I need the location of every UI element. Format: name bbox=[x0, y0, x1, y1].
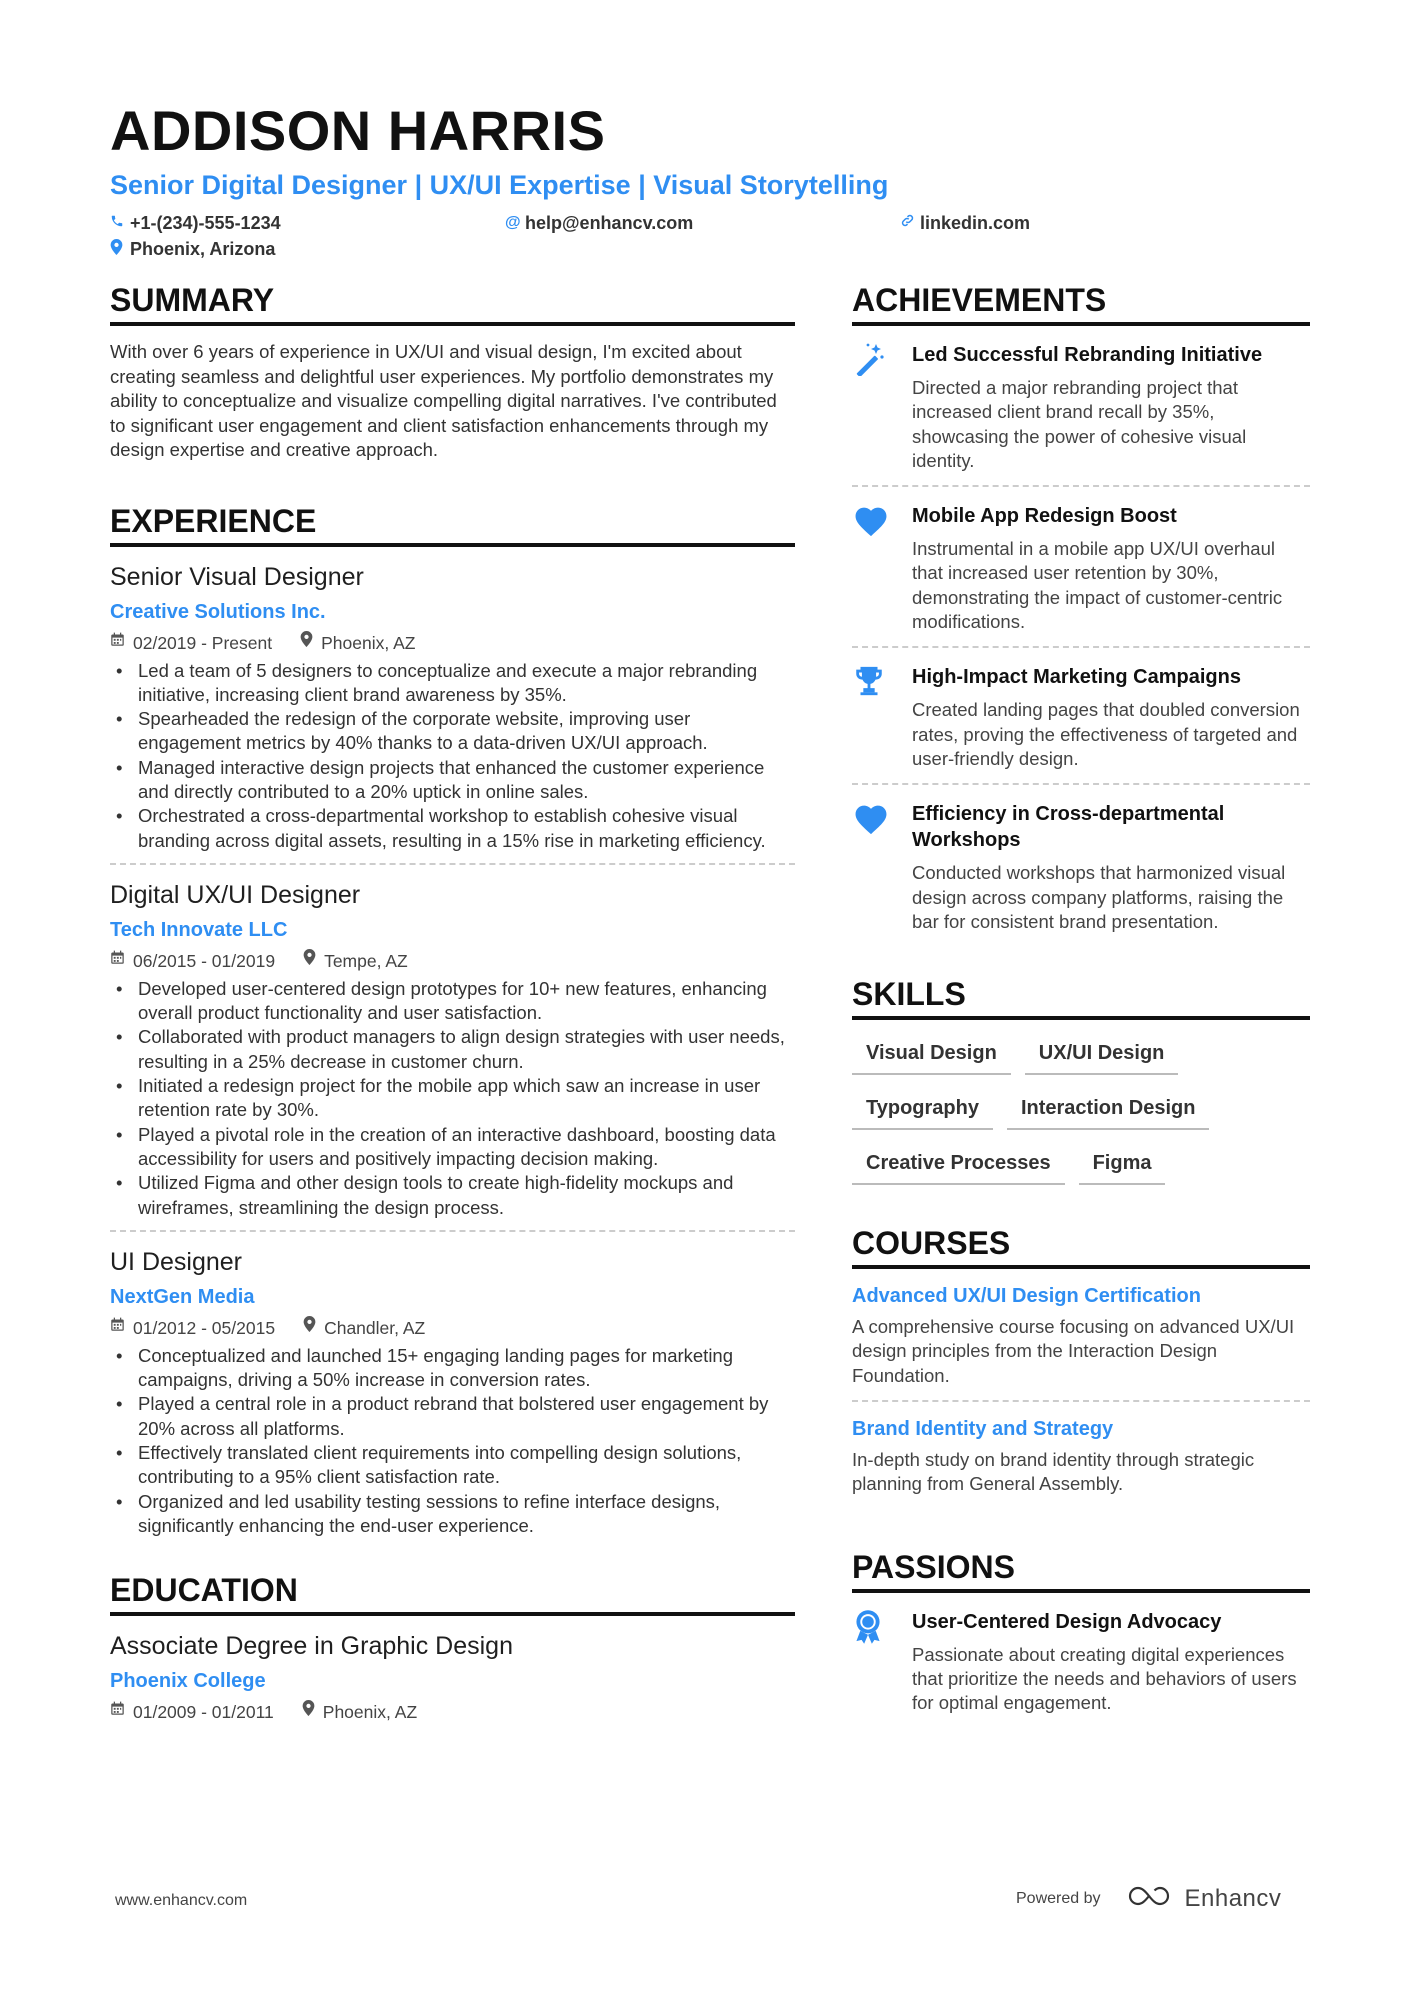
experience-entry bbox=[110, 879, 795, 1232]
entry-divider bbox=[110, 863, 795, 865]
summary-heading: SUMMARY bbox=[110, 280, 795, 326]
footer-website[interactable]: www.enhancv.com bbox=[115, 1892, 248, 1909]
job-title: Digital UX/UI Designer bbox=[110, 880, 361, 909]
achievement-title: High-Impact Marketing Campaigns bbox=[912, 666, 1241, 689]
resume-header bbox=[110, 100, 1310, 262]
job-bullet: • Utilized Figma and other design tools to create high-fidelity mockups and wireframes, streamlining the design process. bbox=[110, 1171, 795, 1220]
award-badge-icon bbox=[852, 1609, 912, 1716]
job-dates-text: 06/2015 - 01/2019 bbox=[133, 950, 276, 971]
job-location bbox=[303, 1316, 425, 1340]
job-dates-text: 02/2019 - Present bbox=[133, 632, 273, 653]
job-bullets bbox=[110, 977, 795, 1220]
skills-section bbox=[852, 974, 1310, 1197]
job-bullets bbox=[110, 1344, 795, 1538]
job-dates-text: 01/2012 - 05/2015 bbox=[133, 1317, 276, 1338]
powered-by-text: Powered by bbox=[1016, 1889, 1101, 1907]
email-text: help@enhancv.com bbox=[525, 212, 694, 233]
job-title: UI Designer bbox=[110, 1247, 242, 1276]
job-bullet: • Developed user-centered design prototypes for 10+ new features, enhancing overall product functionality and user satisfaction. bbox=[110, 977, 795, 1026]
candidate-title: Senior Digital Designer | UX/UI Expertise | Visual Storytelling bbox=[110, 170, 889, 200]
achievement-body bbox=[912, 664, 1310, 771]
calendar-icon bbox=[110, 631, 125, 655]
education-dates bbox=[110, 1700, 274, 1724]
skill-tag: Figma bbox=[1079, 1142, 1166, 1185]
course-text: A comprehensive course focusing on advanced UX/UI design principles from the Interaction Design Foundation. bbox=[852, 1316, 1295, 1386]
achievement-text: Conducted workshops that harmonized visual design across company platforms, raising the bar for consistent brand presentation. bbox=[912, 862, 1286, 932]
job-meta bbox=[110, 631, 795, 655]
enhancv-logo-icon bbox=[1127, 1884, 1173, 1913]
education-meta bbox=[110, 1700, 795, 1724]
achievement-body bbox=[912, 801, 1310, 934]
skill-tag: Creative Processes bbox=[852, 1142, 1065, 1185]
skills-list bbox=[852, 1032, 1310, 1197]
contact-email[interactable] bbox=[505, 210, 900, 236]
skill-tag: Typography bbox=[852, 1087, 993, 1130]
achievement-item bbox=[852, 648, 1310, 785]
course-text: In-depth study on brand identity through strategic planning from General Assembly. bbox=[852, 1449, 1255, 1495]
contact-linkedin[interactable] bbox=[900, 210, 1295, 236]
job-location bbox=[303, 949, 408, 973]
achievement-body bbox=[912, 342, 1310, 473]
location-pin-icon bbox=[303, 949, 316, 973]
left-column bbox=[110, 280, 795, 1762]
achievements-section bbox=[852, 280, 1310, 946]
job-location-text: Phoenix, AZ bbox=[321, 632, 416, 653]
achievement-body bbox=[912, 503, 1310, 634]
achievement-item bbox=[852, 326, 1310, 487]
calendar-icon bbox=[110, 949, 125, 973]
courses-section bbox=[852, 1223, 1310, 1508]
job-bullet: • Managed interactive design projects that enhanced the customer experience and directly contributed to a 20% uptick in online sales. bbox=[110, 756, 795, 805]
trophy-icon bbox=[852, 664, 912, 771]
job-dates bbox=[110, 631, 272, 655]
job-location bbox=[300, 631, 415, 655]
education-entry bbox=[110, 1630, 795, 1724]
contact-location bbox=[110, 236, 505, 262]
skill-tag: UX/UI Design bbox=[1025, 1032, 1179, 1075]
achievement-text: Instrumental in a mobile app UX/UI overhaul that increased user retention by 30%, demonstrating the impact of customer-centric modifications. bbox=[912, 538, 1283, 633]
achievement-item bbox=[852, 487, 1310, 648]
at-icon: @ bbox=[505, 214, 521, 231]
job-bullet: • Played a central role in a product rebrand that bolstered user engagement by 20% across all platforms. bbox=[110, 1392, 795, 1441]
job-bullet: • Organized and led usability testing sessions to refine interface designs, significantly enhancing the end-user experience. bbox=[110, 1490, 795, 1539]
contact-info bbox=[110, 210, 1310, 262]
entry-divider bbox=[110, 1230, 795, 1232]
location-pin-icon bbox=[110, 239, 130, 260]
school-name: Phoenix College bbox=[110, 1670, 266, 1693]
job-bullet: • Spearheaded the redesign of the corporate website, improving user engagement metrics by 40% thanks to a data-driven UX/UI approach. bbox=[110, 707, 795, 756]
education-section bbox=[110, 1570, 795, 1724]
passion-title: User-Centered Design Advocacy bbox=[912, 1610, 1222, 1633]
achievement-title: Efficiency in Cross-departmental Workshops bbox=[912, 803, 1225, 852]
brand-name: Enhancv bbox=[1184, 1884, 1282, 1912]
phone-text: +1-(234)-555-1234 bbox=[130, 212, 281, 233]
company-name: NextGen Media bbox=[110, 1285, 255, 1308]
footer-branding bbox=[1016, 1884, 1281, 1913]
achievement-text: Directed a major rebranding project that increased client brand recall by 35%, showcasing the power of cohesive visual identity. bbox=[912, 377, 1247, 471]
passions-section bbox=[852, 1547, 1310, 1728]
achievements-heading: ACHIEVEMENTS bbox=[852, 280, 1310, 326]
achievement-title: Mobile App Redesign Boost bbox=[912, 505, 1177, 528]
experience-entry bbox=[110, 1246, 795, 1538]
job-bullet: • Initiated a redesign project for the mobile app which saw an increase in user retention rate by 30%. bbox=[110, 1074, 795, 1123]
achievement-title: Led Successful Rebranding Initiative bbox=[912, 344, 1263, 366]
job-meta bbox=[110, 1316, 795, 1340]
education-dates-text: 01/2009 - 01/2011 bbox=[133, 1702, 274, 1723]
job-bullet: • Effectively translated client requirements into compelling design solutions, contributing to a 95% client satisfaction rate. bbox=[110, 1441, 795, 1490]
job-location-text: Tempe, AZ bbox=[324, 950, 408, 971]
heart-icon bbox=[852, 801, 912, 934]
course-title: Advanced UX/UI Design Certification bbox=[852, 1285, 1201, 1308]
course-item bbox=[852, 1400, 1310, 1509]
passion-item bbox=[852, 1593, 1310, 1728]
location-text: Phoenix, Arizona bbox=[130, 238, 276, 259]
course-title: Brand Identity and Strategy bbox=[852, 1418, 1114, 1441]
experience-entry bbox=[110, 561, 795, 865]
location-pin-icon bbox=[303, 1316, 316, 1340]
achievement-text: Created landing pages that doubled conversion rates, proving the effectiveness of targeted and user-friendly design. bbox=[912, 699, 1300, 769]
magic-wand-icon bbox=[852, 342, 912, 473]
education-heading: EDUCATION bbox=[110, 1570, 795, 1616]
location-pin-icon bbox=[302, 1700, 315, 1724]
job-dates bbox=[110, 949, 275, 973]
education-location-text: Phoenix, AZ bbox=[322, 1702, 418, 1723]
job-dates bbox=[110, 1316, 275, 1340]
job-meta bbox=[110, 949, 795, 973]
experience-section bbox=[110, 501, 795, 1539]
candidate-name: ADDISON HARRIS bbox=[110, 99, 606, 162]
passions-heading: PASSIONS bbox=[852, 1547, 1310, 1593]
job-bullet: • Collaborated with product managers to align design strategies with user needs, resulting in a 25% decrease in customer churn. bbox=[110, 1025, 795, 1074]
right-column bbox=[852, 280, 1310, 1766]
course-item bbox=[852, 1269, 1310, 1400]
heart-icon bbox=[852, 503, 912, 634]
calendar-icon bbox=[110, 1700, 125, 1724]
achievement-item bbox=[852, 785, 1310, 946]
company-name: Tech Innovate LLC bbox=[110, 918, 288, 941]
passion-body bbox=[912, 1609, 1310, 1716]
job-location-text: Chandler, AZ bbox=[324, 1317, 426, 1338]
job-bullet: • Played a pivotal role in the creation of an interactive dashboard, boosting data accessibility for users and positively impacting decision making. bbox=[110, 1123, 795, 1172]
job-title: Senior Visual Designer bbox=[110, 562, 364, 591]
calendar-icon bbox=[110, 1316, 125, 1340]
location-pin-icon bbox=[300, 631, 313, 655]
job-bullet: • Led a team of 5 designers to conceptualize and execute a major rebranding initiative, increasing client brand awareness by 35%. bbox=[110, 659, 795, 708]
passion-text: Passionate about creating digital experiences that prioritize the needs and behaviors of users for optimal engagement. bbox=[912, 1643, 1297, 1714]
summary-text: With over 6 years of experience in UX/UI and visual design, I'm excited about creating seamless and delightful user experiences. My portfolio demonstrates my ability to conceptualize and visualize compelling digital narratives. I've contributed to significant user engagement and client satisfaction enhancements through my design expertise and creative approach. bbox=[110, 341, 777, 460]
skills-heading: SKILLS bbox=[852, 974, 1310, 1020]
degree-title: Associate Degree in Graphic Design bbox=[110, 1632, 513, 1661]
job-bullet: • Orchestrated a cross-departmental workshop to establish cohesive visual branding across digital assets, resulting in a 15% rise in marketing efficiency. bbox=[110, 804, 795, 853]
skill-tag: Visual Design bbox=[852, 1032, 1011, 1075]
experience-heading: EXPERIENCE bbox=[110, 501, 795, 547]
summary-section bbox=[110, 280, 795, 463]
phone-icon bbox=[110, 214, 130, 233]
education-location bbox=[302, 1700, 417, 1724]
linkedin-text: linkedin.com bbox=[920, 212, 1031, 233]
skill-tag: Interaction Design bbox=[1007, 1087, 1209, 1130]
courses-heading: COURSES bbox=[852, 1223, 1310, 1269]
contact-phone bbox=[110, 210, 505, 236]
job-bullet: • Conceptualized and launched 15+ engaging landing pages for marketing campaigns, driving a 50% increase in conversion rates. bbox=[110, 1344, 795, 1393]
job-bullets bbox=[110, 659, 795, 853]
link-icon bbox=[900, 213, 920, 233]
company-name: Creative Solutions Inc. bbox=[110, 600, 326, 623]
